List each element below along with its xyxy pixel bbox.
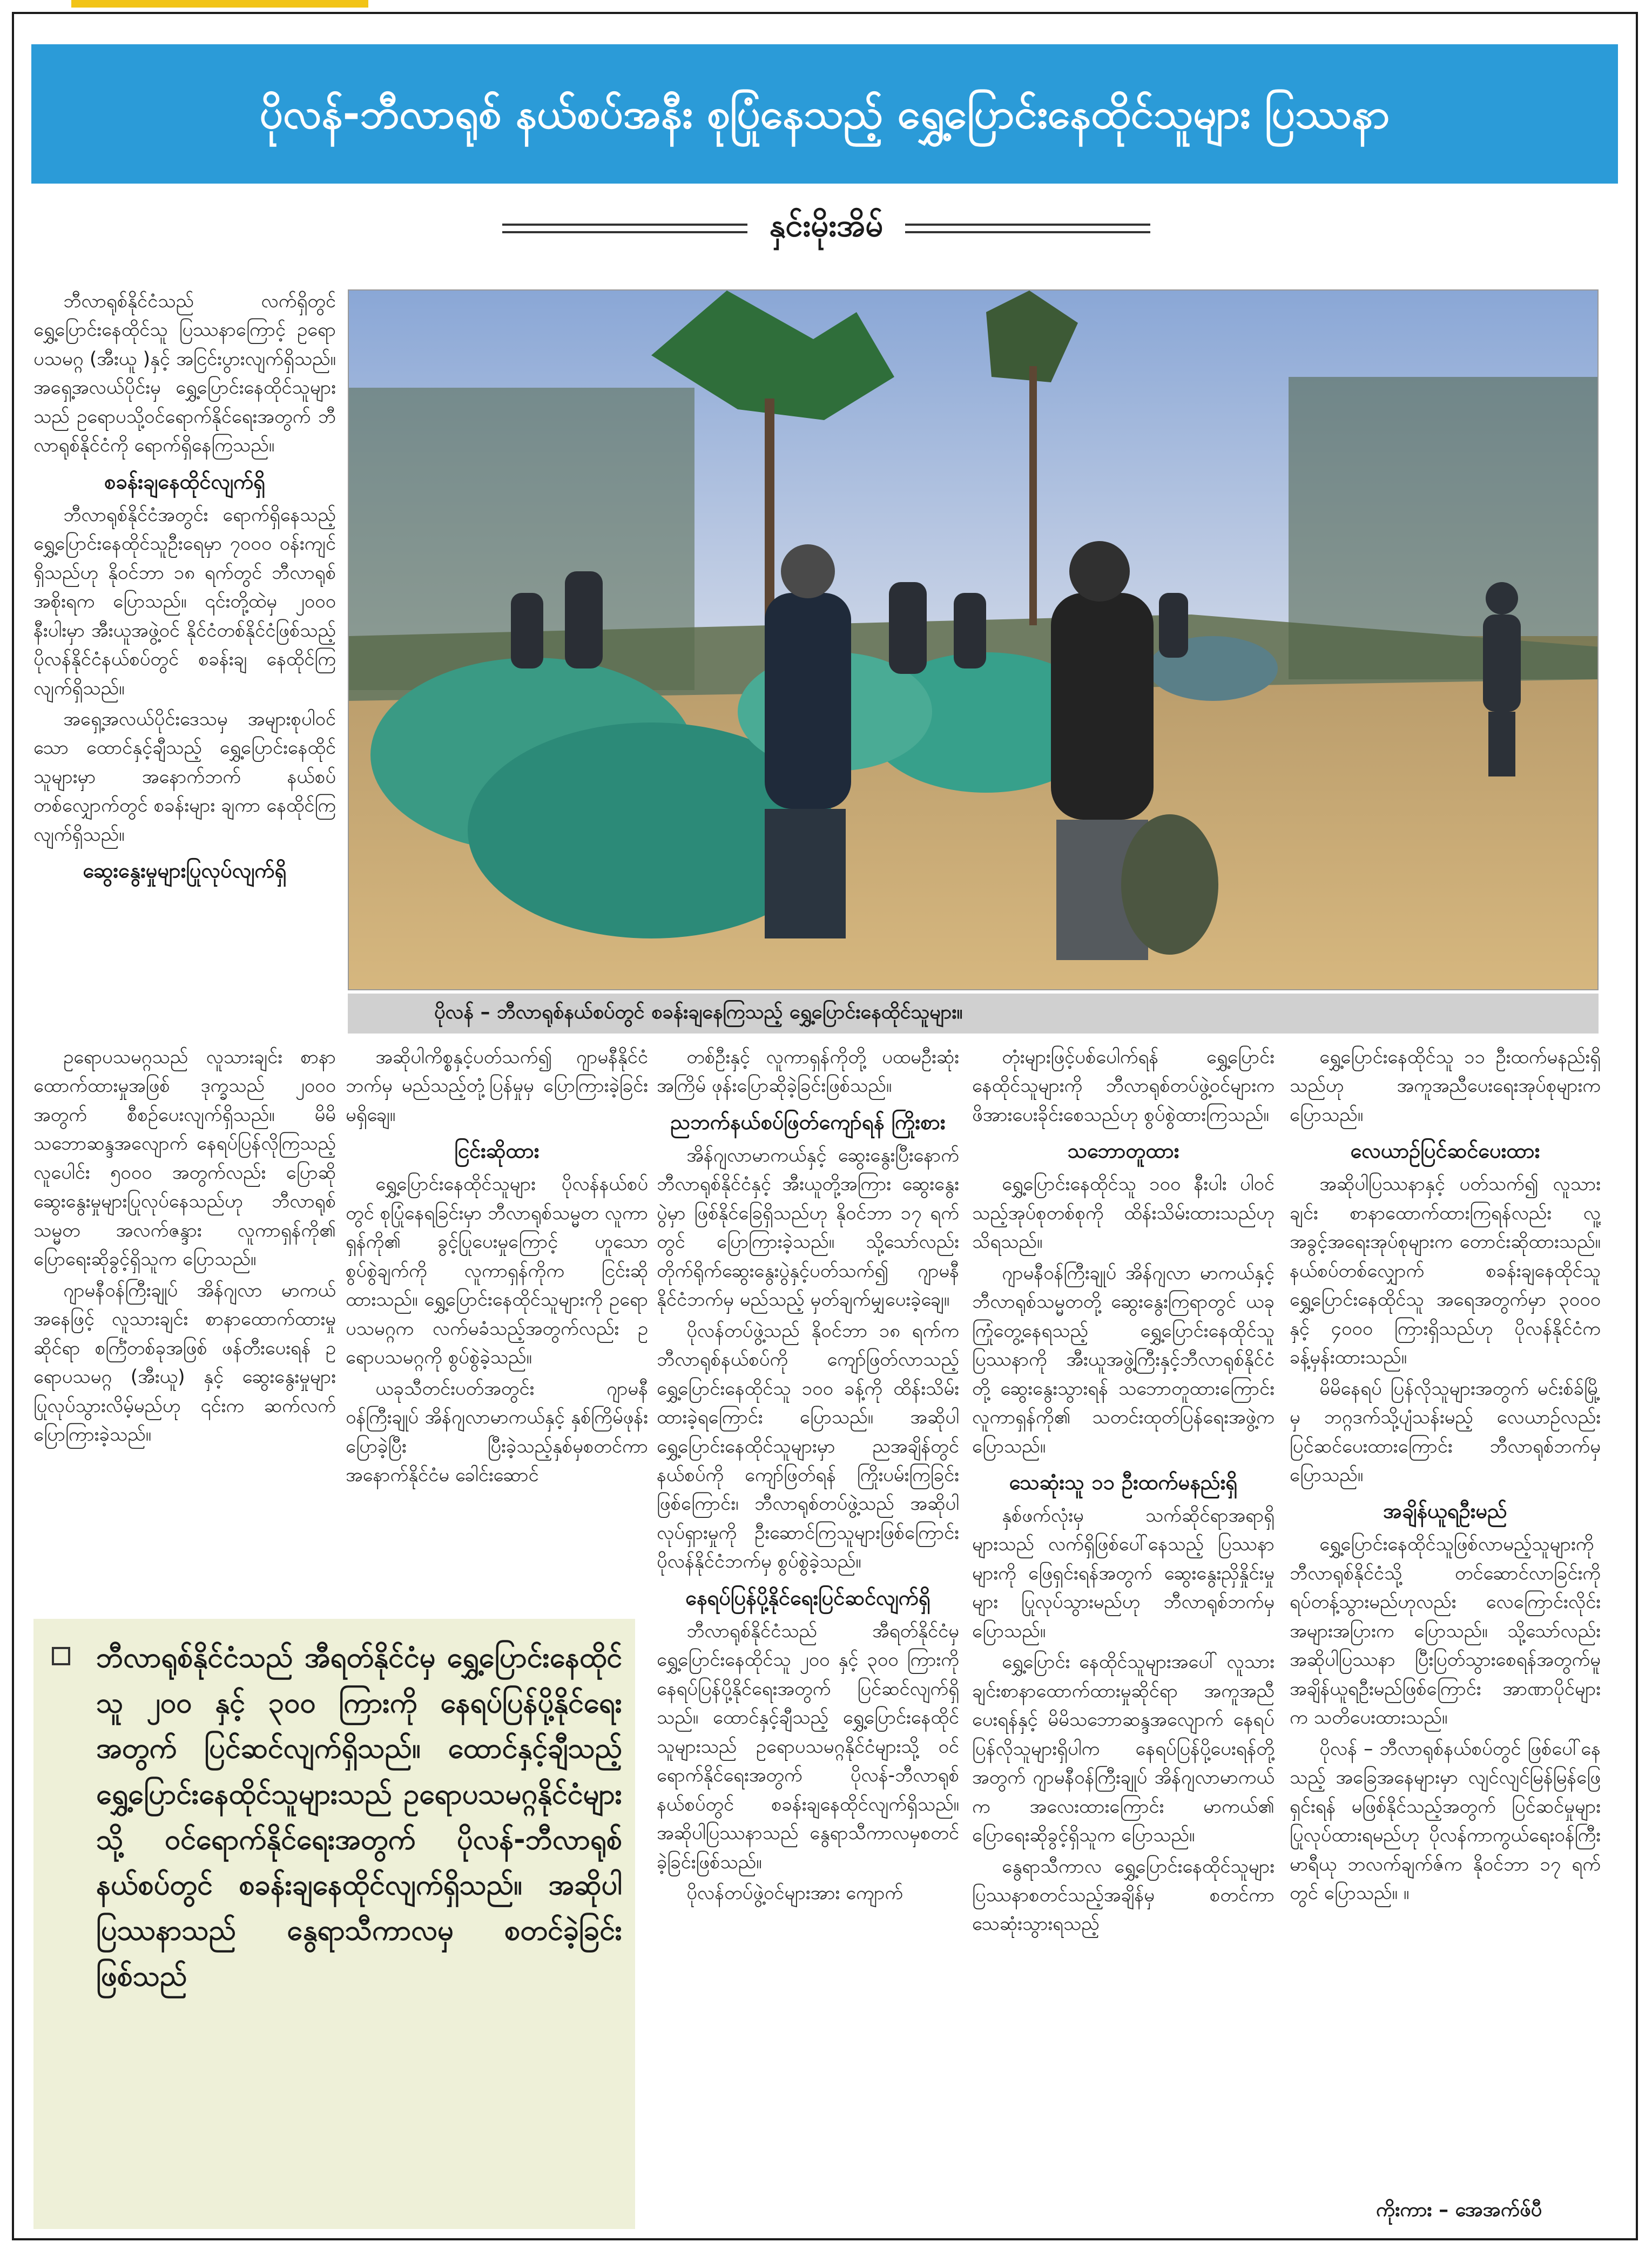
article-column-1-bottom — [33, 1043, 336, 1605]
section-heading: လေယာဉ်ပြင်ဆင်ပေးထား — [1350, 1139, 1540, 1163]
paragraph: နှစ်ဖက်လုံးမှ သက်ဆိုင်ရာအရာရှိများသည် လက်ရှိဖြစ်ပေါ်နေသည့် ပြဿနာများကို ဖြေရှင်းရန်အတွက် ဆွေးနွေးညှိနှိုင်းမှုများ ပြုလုပ်သွားမည်ဟု ဘီလာရုစ်ဘက်မှ ပြောသည်။ — [972, 1504, 1275, 1642]
paragraph: အဆိုပါပြဿနာနှင့် ပတ်သက်၍ လူသားချင်း စာနာထောက်ထားကြရန်လည်း လူ့အခွင့်အရေးအုပ်စုများက တောင်းဆိုထားသည်။ နယ်စပ်တစ်လျှောက် စခန်းချနေထိုင်သူ ရွှေ့ပြောင်းနေထိုင်သူ အရေအတွက်မှာ ၃၀၀၀ နှင့် ၄၀၀၀ ကြားရှိသည်ဟု ပိုလန်နိုင်ငံက ခန့်မှန်းထားသည်။ — [1290, 1173, 1601, 1369]
byline-rule-right — [905, 224, 1150, 233]
paragraph: ရွှေ့ပြောင်းနေထိုင်သူ ၁၁ ဦးထက်မနည်းရှိသည်ဟု အကူအညီပေးရေးအုပ်စုများကပြောသည်။ — [1290, 1046, 1601, 1126]
paragraph: ရွှေ့ပြောင်းနေထိုင်သူဖြစ်လာမည့်သူများကို ဘီလာရုစ်နိုင်ငံသို့ တင်ဆောင်လာခြင်းကို ရပ်တန့်သွားမည်ဟုလည်း လေကြောင်းလိုင်း အများအပြားက ပြောသည်။ သို့သော်လည်း အဆိုပါပြဿနာ ပြီးပြတ်သွားစေရန်အတွက်မူ အချိန်ယူရဦးမည်ဖြစ်ကြောင်း အာဏာပိုင်များက သတိပေးထားသည်။ — [1290, 1534, 1601, 1729]
paragraph: မိမိနေရပ် ပြန်လိုသူများအတွက် မင်းစ်ခ်မြို့မှ ဘဂ္ဂဒက်သို့ပျံသန်းမည့် လေယာဉ်လည်း ပြင်ဆင်ပေးထားကြောင်း ဘီလာရုစ်ဘက်မှပြောသည်။ — [1290, 1377, 1601, 1486]
accent-tab — [71, 0, 368, 8]
paragraph: ဂျာမနီဝန်ကြီးချုပ် အိန်ဂျလာ မာကယ်အနေဖြင့် လူသားချင်း စာနာထောက်ထားမှုဆိုင်ရာ စင်္ကြံတစ်ခုအဖြစ် ဖန်တီးပေးရန် ဥရောပသမဂ္ဂ (အီးယူ) နှင့် ဆွေးနွေးမှုများ ပြုလုပ်သွားလိမ့်မည်ဟု ၎င်းက ဆက်လက်ပြောကြားခဲ့သည်။ — [33, 1279, 336, 1446]
pull-quote-text: ဘီလာရုစ်နိုင်ငံသည် အီရတ်နိုင်ငံမှ ရွှေ့ပြောင်းနေထိုင်သူ ၂၀၀ နှင့် ၃၀၀ ကြားကို နေရပ်ပြန်ပို့နိုင်ရေးအတွက် ပြင်ဆင်လျက်ရှိသည်။ ထောင်နှင့်ချီသည့် ရွှေ့ပြောင်းနေထိုင်သူများသည် ဥရောပသမဂ္ဂနိုင်ငံများသို့ ဝင်ရောက်နိုင်ရေးအတွက် ပိုလန်-ဘီလာရုစ်နယ်စပ်တွင် စခန်းချနေထိုင်လျက်ရှိသည်။ အဆိုပါပြဿနာသည် နွေရာသီကာလမှ စတင်ခဲ့ခြင်းဖြစ်သည် — [96, 1642, 622, 1993]
section-heading: ညဘက်နယ်စပ်ဖြတ်ကျော်ရန် ကြိုးစား — [670, 1110, 946, 1134]
paragraph: ဘီလာရုစ်နိုင်ငံသည် လက်ရှိတွင် ရွှေ့ပြောင်းနေထိုင်သူ ပြဿနာကြောင့် ဥရောပသမဂ္ဂ (အီးယူ )နှင့် အငြင်းပွားလျက်ရှိသည်။ အရှေ့အလယ်ပိုင်းမှ ရွှေ့ပြောင်းနေထိုင်သူများသည် ဥရောပသို့ဝင်ရောက်နိုင်ရေးအတွက် ဘီလာရုစ်နိုင်ငံကို ရောက်ရှိနေကြသည်။ — [33, 291, 336, 457]
checkbox-bullet-icon — [52, 1647, 70, 1665]
paragraph: ဘီလာရုစ်နိုင်ငံသည် အီရတ်နိုင်ငံမှ ရွှေ့ပြောင်းနေထိုင်သူ ၂၀၀ နှင့် ၃၀၀ ကြားကို နေရပ်ပြန်ပို့နိုင်ရေးအတွက် ပြင်ဆင်လျက်ရှိသည်။ ထောင်နှင့်ချီသည့် ရွှေ့ပြောင်းနေထိုင်သူများသည် ဥရောပသမဂ္ဂနိုင်ငံများသို့ ဝင်ရောက်နိုင်ရေးအတွက် ပိုလန်-ဘီလာရုစ်နယ်စပ်တွင် စခန်းချနေထိုင်လျက်ရှိသည်။ အဆိုပါပြဿနာသည် နွေရာသီကာလမှစတင်ခဲ့ခြင်းဖြစ်သည်။ — [657, 1620, 959, 1873]
headline: ပိုလန်-ဘီလာရုစ် နယ်စပ်အနီး စုပြုံနေသည့် ရွှေ့ပြောင်းနေထိုင်သူများ ပြဿနာ — [259, 90, 1390, 138]
paragraph: ပိုလန်တပ်ဖွဲ့ဝင်များအား ကျောက် — [686, 1882, 903, 1904]
paragraph: ပိုလန်တပ်ဖွဲ့သည် နိုဝင်ဘာ ၁၈ ရက်က ဘီလာရုစ်နယ်စပ်ကို ကျော်ဖြတ်လာသည့်ရွှေ့ပြောင်းနေထိုင်သူ ၁၀၀ ခန့်ကို ထိန်းသိမ်းထားခဲ့ရကြောင်း ပြောသည်။ အဆိုပါ ရွှေ့ပြောင်းနေထိုင်သူများမှာ ညအချိန်တွင် နယ်စပ်ကို ကျော်ဖြတ်ရန် ကြိုးပမ်းကြခြင်းဖြစ်ကြောင်း၊ ဘီလာရုစ်တပ်ဖွဲ့သည် အဆိုပါလုပ်ရှားမှုကို ဦးဆောင်ကြသူများဖြစ်ကြောင်း ပိုလန်နိုင်ငံဘက်မှ စွပ်စွဲခဲ့သည်။ — [657, 1320, 959, 1573]
migrant-camp-illustration — [349, 291, 1599, 990]
photo-caption: ပိုလန် – ဘီလာရုစ်နယ်စပ်တွင် စခန်းချနေကြသည့် ရွှေ့ပြောင်းနေထိုင်သူများ။ — [348, 994, 1599, 1034]
section-heading: နေရပ်ပြန်ပို့နိုင်ရေးပြင်ဆင်လျက်ရှိ — [685, 1585, 930, 1610]
paragraph: တုံးများဖြင့်ပစ်ပေါက်ရန် ရွှေ့ပြောင်းနေထိုင်သူများကို ဘီလာရုစ်တပ်ဖွဲ့ဝင်များက ဖိအားပေးခိုင်းစေသည်ဟု စွပ်စွဲထားကြသည်။ — [972, 1046, 1275, 1126]
section-heading: စခန်းချနေထိုင်လျက်ရှိ — [104, 469, 266, 494]
section-heading: သဘောတူထား — [1067, 1139, 1179, 1163]
paragraph: ရွှေ့ပြောင်းနေထိုင်သူများ ပိုလန်နယ်စပ်တွင် စုပြုံနေရခြင်းမှာ ဘီလာရုစ်သမ္မတ လူကာရှန်ကို၏ ခွင့်ပြုပေးမှုကြောင့် ဟူသော စွပ်စွဲချက်ကို လူကာရှန်ကိုက ငြင်းဆိုထားသည်။ ရွှေ့ပြောင်းနေထိုင်သူများကို ဥရောပသမဂ္ဂက လက်မခံသည့်အတွက်လည်း ဥရောပသမဂ္ဂကို စွပ်စွဲခဲ့သည်။ — [346, 1173, 648, 1369]
headline-banner — [31, 44, 1618, 184]
section-heading: အချိန်ယူရဦးမည် — [1383, 1499, 1507, 1523]
paragraph: ပိုလန် – ဘီလာရုစ်နယ်စပ်တွင် ဖြစ်ပေါ်နေသည့် အခြေအနေများမှာ လျင်လျင်မြန်မြန်ဖြေရှင်းရန် မဖြစ်နိုင်သည့်အတွက် ပြင်ဆင်မှုများပြုလုပ်ထားရမည်ဟု ပိုလန်ကာကွယ်ရေးဝန်ကြီး မာရီယု ဘလက်ချက်ဇ်က နိုဝင်ဘာ ၁၇ ရက်တွင် ပြောသည်။ ။ — [1290, 1738, 1601, 1904]
byline — [502, 206, 1150, 247]
paragraph: ဥရောပသမဂ္ဂသည် လူသားချင်း စာနာထောက်ထားမှုအဖြစ် ဒုက္ခသည် ၂၀၀၀ အတွက် စီစဉ်ပေးလျက်ရှိသည်။ မိမိသဘောဆန္ဒအလျောက် နေရပ်ပြန်လိုကြသည့် လူပေါင်း ၅၀၀၀ အတွက်လည်း ပြောဆိုဆွေးနွေးမှုများပြုလုပ်နေသည်ဟု ဘီလာရုစ်သမ္မတ အလက်ဇန္ဒား လူကာရှန်ကို၏ ပြောရေးဆိုခွင့်ရှိသူက ပြောသည်။ — [33, 1046, 336, 1271]
article-column-1-top — [33, 287, 336, 1041]
section-heading: ငြင်းဆိုထား — [454, 1139, 540, 1163]
paragraph: ရွှေ့ပြောင်း နေထိုင်သူများအပေါ် လူသားချင်းစာနာထောက်ထားမှုဆိုင်ရာ အကူအညီပေးရန်နှင့် မိမိသဘောဆန္ဒအလျောက် နေရပ်ပြန်လိုသူများရှိပါက နေရပ်ပြန်ပို့ပေးရန်တို့အတွက် ဂျာမနီဝန်ကြီးချုပ် အိန်ဂျလာမာကယ်က အလေးထားကြောင်း မာကယ်၏ ပြောရေးဆိုခွင့်ရှိသူက ပြောသည်။ — [972, 1651, 1275, 1847]
pull-quote — [33, 1619, 635, 2229]
section-heading: ဆွေးနွေးမှုများပြုလုပ်လျက်ရှိ — [83, 859, 287, 883]
article-column-4 — [972, 1043, 1275, 2226]
paragraph: အိန်ဂျလာမာကယ်နှင့် ဆွေးနွေးပြီးနောက် ဘီလာရုစ်နိုင်ငံနှင့် အီးယူတို့အကြား ဆွေးနွေးပွဲမှာ ဖြစ်နိုင်ခြေရှိသည်ဟု နိုဝင်ဘာ ၁၇ ရက်တွင် ပြောကြားခဲ့သည်။ သို့သော်လည်း တိုက်ရိုက်ဆွေးနွေးပွဲနှင့်ပတ်သက်၍ ဂျာမနီနိုင်ငံဘက်မှ မည်သည့် မှတ်ချက်မျှပေးခဲ့ချေ။ — [657, 1144, 959, 1311]
paragraph: ဂျာမနီဝန်ကြီးချုပ် အိန်ဂျလာ မာကယ်နှင့်ဘီလာရုစ်သမ္မတတို့ ဆွေးနွေးကြရာတွင် ယခုကြုံတွေ့နေရသည့် ရွှေ့ပြောင်းနေထိုင်သူပြဿနာကို အီးယူအဖွဲ့ကြီးနှင့်ဘီလာရုစ်နိုင်ငံတို့ ဆွေးနွေးသွားရန် သဘောတူထားကြောင်း လူကာရှန်ကို၏ သတင်းထုတ်ပြန်ရေးအဖွဲ့ကပြောသည်။ — [972, 1262, 1275, 1457]
article-column-5 — [1290, 1043, 1601, 2188]
byline-rule-left — [502, 224, 747, 233]
paragraph: ယခုသီတင်းပတ်အတွင်း ဂျာမနီဝန်ကြီးချုပ် အိန်ဂျလာမာကယ်နှင့် နှစ်ကြိမ်ဖုန်းပြောခဲ့ပြီး ပြီးခဲ့သည့်နှစ်မှစတင်ကာ အနောက်နိုင်ငံမ ခေါင်းဆောင် — [346, 1377, 648, 1486]
source-credit: ကိုးကား – အေအက်ဖ်ပီ — [1376, 2199, 1542, 2221]
paragraph: အဆိုပါကိစ္စနှင့်ပတ်သက်၍ ဂျာမနီနိုင်ငံဘက်မှ မည်သည့်တုံ့ပြန်မှုမှ ပြောကြားခဲ့ခြင်း မရှိချေ။ — [346, 1046, 648, 1126]
paragraph: တစ်ဦးနှင့် လူကာရှန်ကိုတို့ ပထမဦးဆုံးအကြိမ် ဖုန်းပြောဆိုခဲ့ခြင်းဖြစ်သည်။ — [657, 1046, 959, 1097]
section-heading: သေဆုံးသူ ၁၁ ဦးထက်မနည်းရှိ — [1009, 1470, 1238, 1494]
paragraph: နွေရာသီကာလ ရွှေ့ပြောင်းနေထိုင်သူများ ပြဿနာစတင်သည့်အချိန်မှ စတင်ကာ သေဆုံးသွားရသည့် — [972, 1855, 1275, 1935]
byline-author: နှင်းမိုးအိမ် — [769, 206, 884, 244]
paragraph: ဘီလာရုစ်နိုင်ငံအတွင်း ရောက်ရှိနေသည့် ရွှေ့ပြောင်းနေထိုင်သူဦးရေမှာ ၇၀၀၀ ဝန်းကျင်ရှိသည်ဟု နိုဝင်ဘာ ၁၈ ရက်တွင် ဘီလာရုစ်အစိုးရက ပြောသည်။ ၎င်းတို့ထဲမှ ၂၀၀၀ နီးပါးမှာ အီးယူအဖွဲ့ဝင် နိုင်ငံတစ်နိုင်ငံဖြစ်သည့် ပိုလန်နိုင်ငံနယ်စပ်တွင် စခန်းချ နေထိုင်ကြလျက်ရှိသည်။ — [33, 504, 336, 699]
article-column-2 — [346, 1043, 648, 1605]
paragraph: အရှေ့အလယ်ပိုင်းဒေသမှ အများစုပါဝင်သော ထောင်နှင့်ချီသည့် ရွှေ့ပြောင်းနေထိုင်သူများမှာ အနောက်ဘက် နယ်စပ်တစ်လျှောက်တွင် စခန်းများ ချကာ နေထိုင်ကြလျက်ရှိသည်။ — [33, 708, 336, 846]
paragraph: ရွှေ့ပြောင်းနေထိုင်သူ ၁၀၀ နီးပါး ပါဝင်သည့်အုပ်စုတစ်စုကို ထိန်းသိမ်းထားသည်ဟု သိရသည်။ — [972, 1173, 1275, 1253]
news-photo — [348, 289, 1599, 990]
article-column-3 — [657, 1043, 959, 2226]
